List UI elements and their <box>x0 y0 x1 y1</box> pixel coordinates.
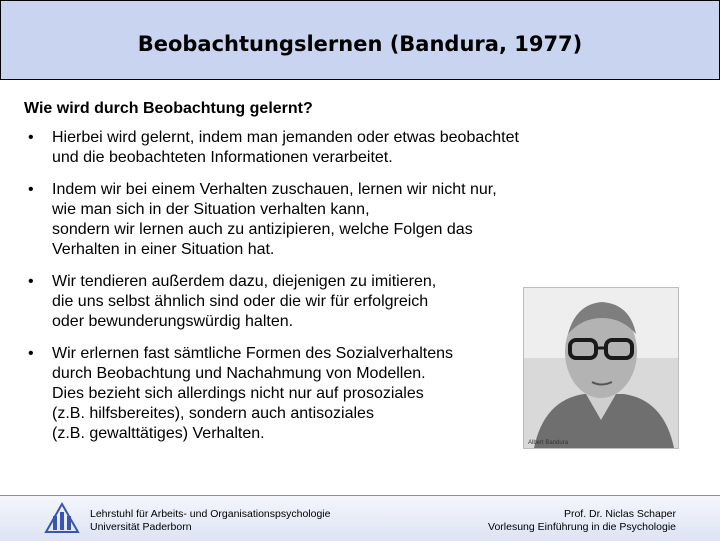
bullet-text-line: Wir erlernen fast sämtliche Formen des Sozialverhaltens <box>52 345 454 362</box>
footer-right <box>488 508 676 534</box>
portrait-illustration <box>524 288 678 448</box>
bullet-text-line: sondern wir lernen auch zu antizipieren, welche Folgen das <box>52 221 473 238</box>
title-bar <box>0 0 720 80</box>
footer-left <box>90 508 330 534</box>
bullet-text-line: Wir tendieren außerdem dazu, diejenigen zu imitieren, <box>52 273 437 290</box>
bullet-text-line: Verhalten in einer Situation hat. <box>52 241 275 258</box>
slide-title: Beobachtungslernen (Bandura, 1977) <box>137 32 583 56</box>
bullet-marker: • <box>28 345 34 362</box>
lecture-title: Vorlesung Einführung in die Psychologie <box>488 521 676 533</box>
bullet-item <box>24 128 684 168</box>
bullet-item <box>24 180 684 260</box>
bullet-text-line: die uns selbst ähnlich sind oder die wir für erfolgreich <box>52 293 429 310</box>
lecturer-name: Prof. Dr. Niclas Schaper <box>563 508 676 520</box>
bullet-text-line: Hierbei wird gelernt, indem man jemanden oder etwas beobachtet <box>52 129 519 146</box>
bullet-text-line: (z.B. hilfsbereites), sondern auch antisoziales <box>52 405 374 422</box>
bullet-text-line: oder bewunderungswürdig halten. <box>52 313 294 330</box>
portrait-photo <box>523 287 679 449</box>
photo-caption: Albert Bandura <box>528 440 569 446</box>
question-heading: Wie wird durch Beobachtung gelernt? <box>24 100 313 117</box>
bullet-text-line: Dies bezieht sich allerdings nicht nur auf prosoziales <box>52 385 424 402</box>
university-logo-icon <box>44 502 80 534</box>
bullet-marker: • <box>28 181 34 198</box>
bullet-marker: • <box>28 129 34 146</box>
bullet-text-line: durch Beobachtung und Nachahmung von Modellen. <box>52 365 426 382</box>
university-name: Universität Paderborn <box>90 521 192 533</box>
bullet-text-line: Indem wir bei einem Verhalten zuschauen, lernen wir nicht nur, <box>52 181 497 198</box>
chair-name: Lehrstuhl für Arbeits- und Organisationspsychologie <box>90 508 331 520</box>
bullet-text-line: (z.B. gewalttätiges) Verhalten. <box>52 425 265 442</box>
footer <box>0 495 720 541</box>
bullet-text-line: wie man sich in der Situation verhalten kann, <box>52 201 370 218</box>
bullet-text-line: und die beobachteten Informationen verarbeitet. <box>52 149 393 166</box>
bullet-marker: • <box>28 273 34 290</box>
